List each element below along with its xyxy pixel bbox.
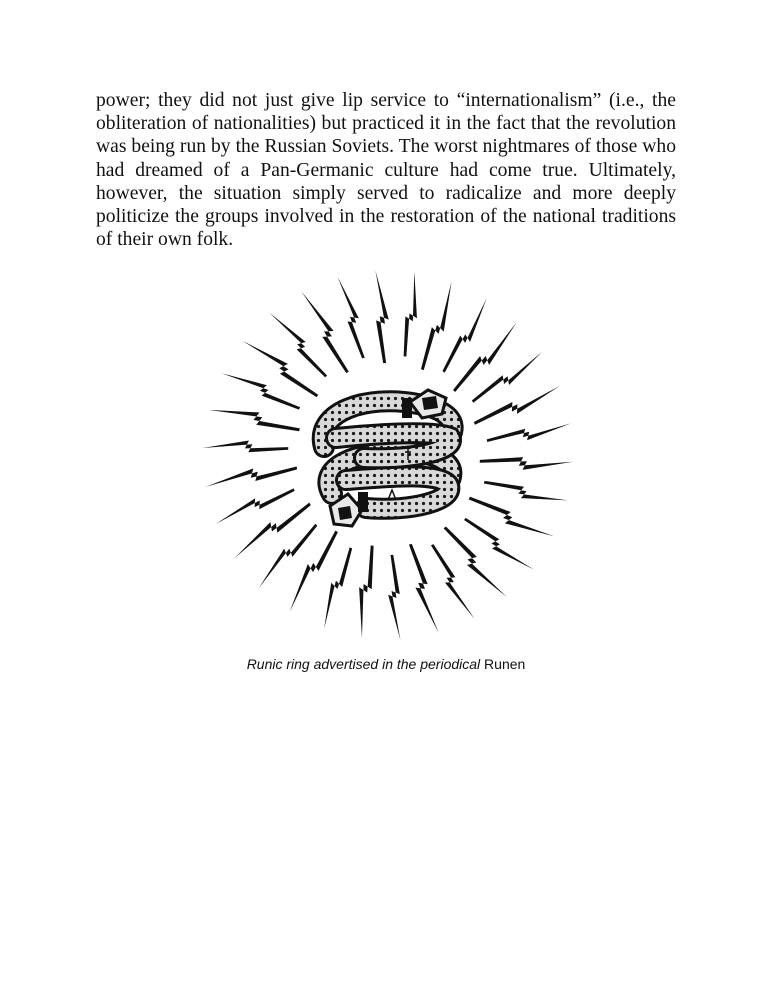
caption-periodical-name: Runen	[484, 656, 526, 672]
lightning-bolt-icon	[203, 438, 289, 454]
lightning-bolt-icon	[281, 528, 342, 613]
serpent-ring	[323, 390, 453, 526]
runic-ring-illustration-icon	[196, 262, 580, 648]
lightning-bolt-icon	[479, 455, 573, 473]
lightning-bolt-icon	[469, 350, 547, 406]
lightning-bolt-icon	[416, 280, 461, 371]
lightning-bolt-icon	[483, 477, 569, 510]
lightning-bolt-icon	[466, 492, 555, 546]
lightning-bolt-icon	[221, 364, 302, 413]
lightning-bolt-icon	[486, 422, 572, 447]
lightning-bolt-icon	[399, 271, 424, 357]
lightning-bolt-icon	[300, 287, 354, 376]
lightning-bolt-icon	[212, 484, 296, 526]
lightning-bolt-icon	[204, 462, 298, 489]
caption-italic-text: Runic ring advertised in the periodical	[246, 656, 481, 672]
lightning-bolt-icon	[450, 321, 525, 396]
lightning-bolt-icon	[404, 543, 440, 636]
body-paragraph: power; they did not just give lip service to “internationalism” (i.e., the obliteration of nationalities) but practiced it in the fact that the revolution was being run by the Russian Soviets. The worst nightmares of those who had dreamed of a Pan-Germanic culture had come true. Ultimately, however, the situation simply served to radicalize and more deeply politicize the groups involved in the restoration of the national traditions of their own folk.	[96, 90, 676, 251]
figure-caption	[0, 655, 772, 673]
runic-ring-figure	[196, 262, 580, 648]
lightning-bolt-icon	[373, 270, 391, 364]
lightning-bolt-icon	[440, 523, 508, 603]
lightning-bolt-icon	[386, 555, 402, 641]
lightning-bolt-icon	[336, 274, 369, 360]
lightning-bolt-icon	[351, 545, 378, 639]
lightning-bolt-icon	[241, 332, 321, 400]
